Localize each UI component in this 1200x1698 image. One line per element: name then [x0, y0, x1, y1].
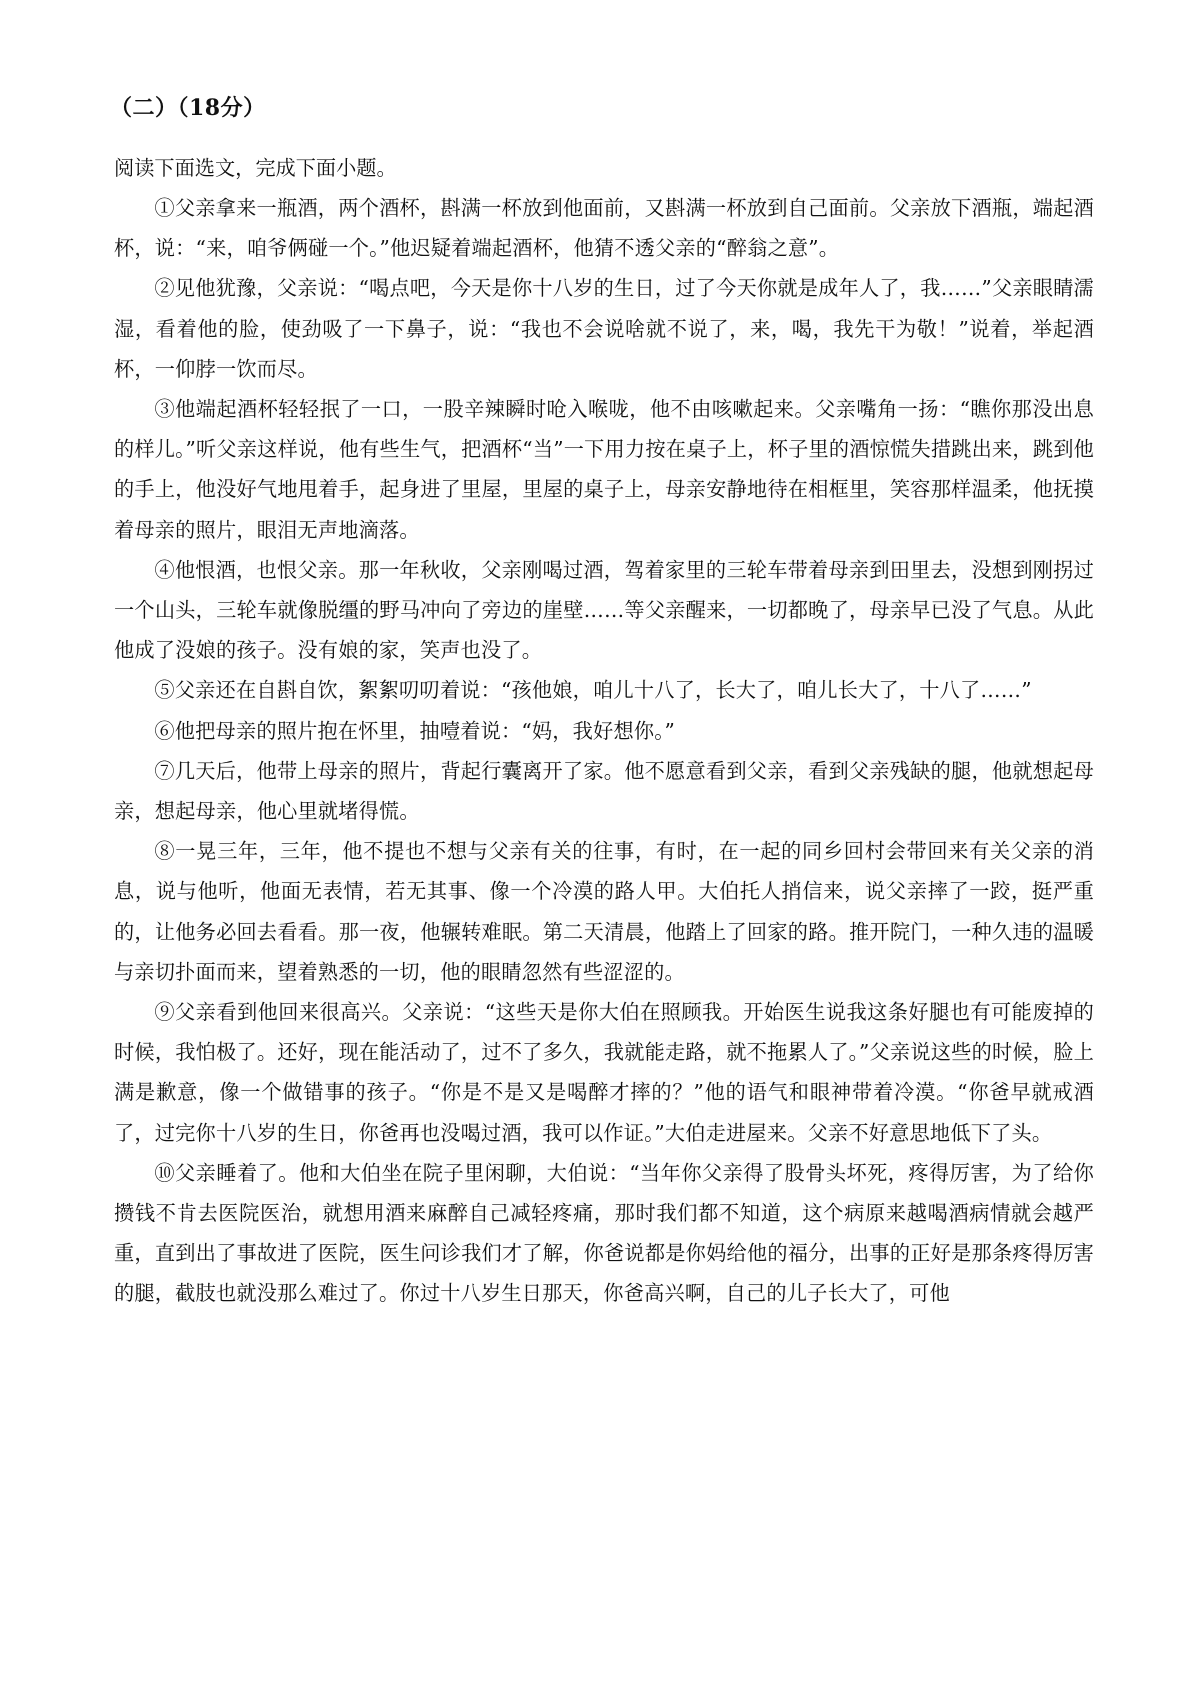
passage-paragraph-8: ⑧一晃三年，三年，他不提也不想与父亲有关的往事，有时，在一起的同乡回村会带回来有关父亲的消息，说与他听，他面无表情，若无其事、像一个冷漠的路人甲。大伯托人捎信来，说父亲摔了一跤，挺严重的，让他务必回去看看。那一夜，他辗转难眠。第二天清晨，他踏上了回家的路。推开院门，一种久违的温暖与亲切扑面而来，望着熟悉的一切，他的眼睛忽然有些涩涩的。: [114, 839, 1094, 984]
passage-paragraph-10: ⑩父亲睡着了。他和大伯坐在院子里闲聊，大伯说：“当年你父亲得了股骨头坏死，疼得厉害，为了给你攒钱不肯去医院医治，就想用酒来麻醉自己减轻疼痛，那时我们都不知道，这个病原来越喝酒病情就会越严重，直到出了事故进了医院，医生问诊我们才了解，你爸说都是你妈给他的福分，出事的正好是那条疼得厉害的腿，截肢也就没那么难过了。你过十八岁生日那天，你爸高兴啊，自己的儿子长大了，可他: [114, 1160, 1094, 1306]
reading-passage: [114, 188, 1094, 1314]
section-heading: （二）（18分）: [110, 95, 266, 121]
passage-paragraph-3: ③他端起酒杯轻轻抿了一口，一股辛辣瞬时呛入喉咙，他不由咳嗽起来。父亲嘴角一扬：“瞧你那没出息的样儿。”听父亲这样说，他有些生气，把酒杯“当”一下用力按在桌子上，杯子里的酒惊慌失措跳出来，跳到他的手上，他没好气地甩着手，起身进了里屋，里屋的桌子上，母亲安静地待在相框里，笑容那样温柔，他抚摸着母亲的照片，眼泪无声地滴落。: [114, 397, 1094, 542]
passage-paragraph-4: ④他恨酒，也恨父亲。那一年秋收，父亲刚喝过酒，驾着家里的三轮车带着母亲到田里去，没想到刚拐过一个山头，三轮车就像脱缰的野马冲向了旁边的崖壁……等父亲醒来，一切都晚了，母亲早已没了气息。从此他成了没娘的孩子。没有娘的家，笑声也没了。: [114, 557, 1094, 663]
passage-paragraph-1: ①父亲拿来一瓶酒，两个酒杯，斟满一杯放到他面前，又斟满一杯放到自己面前。父亲放下酒瓶，端起酒杯，说：“来，咱爷俩碰一个。”他迟疑着端起酒杯，他猜不透父亲的“醉翁之意”。: [114, 196, 1094, 261]
reading-instruction: 阅读下面选文，完成下面小题。: [114, 156, 397, 180]
exam-page: [110, 92, 1094, 1314]
passage-paragraph-2: ②见他犹豫，父亲说：“喝点吧，今天是你十八岁的生日，过了今天你就是成年人了，我……”父亲眼睛濡湿，看着他的脸，使劲吸了一下鼻子，说：“我也不会说啥就不说了，来，喝，我先干为敬！”说着，举起酒杯，一仰脖一饮而尽。: [114, 276, 1094, 381]
passage-paragraph-7: ⑦几天后，他带上母亲的照片，背起行囊离开了家。他不愿意看到父亲，看到父亲残缺的腿，他就想起母亲，想起母亲，他心里就堵得慌。: [114, 758, 1094, 824]
passage-paragraph-9: ⑨父亲看到他回来很高兴。父亲说：“这些天是你大伯在照顾我。开始医生说我这条好腿也有可能废掉的时候，我怕极了。还好，现在能活动了，过不了多久，我就能走路，就不拖累人了。”父亲说这些的时候，脸上满是歉意，像一个做错事的孩子。“你是不是又是喝醉才摔的？”他的语气和眼神带着冷漠。“你爸早就戒酒了，过完你十八岁的生日，你爸再也没喝过酒，我可以作证。”大伯走进屋来。父亲不好意思地低下了头。: [114, 1000, 1094, 1145]
passage-paragraph-5: ⑤父亲还在自斟自饮，絮絮叨叨着说：“孩他娘，咱儿十八了，长大了，咱儿长大了，十八了……”: [154, 678, 1032, 703]
passage-paragraph-6: ⑥他把母亲的照片抱在怀里，抽噎着说：“妈，我好想你。”: [154, 718, 676, 743]
